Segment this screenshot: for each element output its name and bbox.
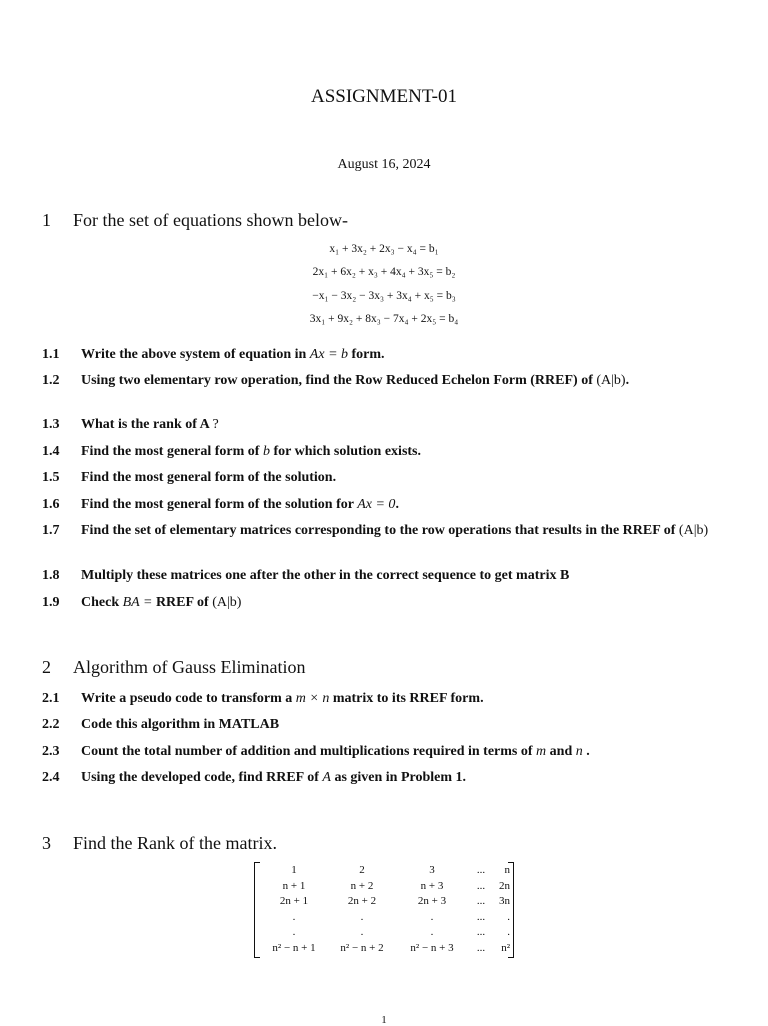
math-expression: A (322, 770, 331, 785)
equation-4: 3x₁ + 9x₂ + 8x₃ − 7x₄ + 2x₅ = b₄ (309, 313, 459, 325)
matrix-cell: ... (476, 879, 486, 892)
subsection-text: Check (81, 595, 123, 610)
subsection-number: 1.5 (42, 470, 60, 485)
math-expression: n (575, 744, 583, 759)
matrix-cell: . (507, 926, 510, 938)
matrix-cell: . (430, 926, 434, 938)
subsection-text: . (582, 744, 590, 759)
subsection-text: Find the most general form of (81, 444, 263, 459)
subsection-text: Find the set of elementary matrices corresponding to the row operations that results in the RREF of (81, 523, 679, 538)
subsection-number: 2.1 (42, 691, 60, 706)
equation-2: 2x₁ + 6x₂ + x₃ + 4x₄ + 3x₅ = b₂ (312, 266, 456, 278)
equation-3: −x₁ − 3x₂ − 3x₃ + 3x₄ + x₅ = b₃ (312, 290, 456, 302)
subsection-text: Find the most general form of the solution. (81, 470, 337, 485)
subsection-number: 1.3 (42, 417, 60, 432)
subsection-text: for which solution exists. (269, 444, 422, 459)
matrix-cell: ... (476, 895, 486, 907)
math-expression: Ax = 0 (357, 497, 396, 512)
math-expression: (A|b) (596, 373, 626, 388)
subsection-1-1 (42, 346, 732, 364)
subsection-number: 1.8 (42, 568, 60, 583)
section-3-heading (42, 833, 277, 854)
subsection-text: form. (348, 347, 385, 362)
matrix-cell: ... (476, 926, 486, 938)
document-title: ASSIGNMENT-01 (310, 86, 458, 107)
subsection-2-4 (42, 769, 732, 787)
matrix-cell: 2 (359, 864, 365, 876)
math-expression: (A|b) (212, 595, 242, 610)
subsection-number: 1.2 (42, 373, 60, 388)
subsection-2-3 (42, 743, 732, 761)
math-expression: m (536, 744, 547, 759)
matrix-cell: n² − n + 3 (410, 941, 454, 954)
section-number: 2 (42, 657, 51, 677)
math-expression: Ax = b (309, 347, 349, 362)
subsection-text: Using the developed code, find RREF of (81, 770, 323, 785)
subsection-1-6 (42, 496, 732, 514)
section-number: 3 (42, 833, 51, 853)
document-date: August 16, 2024 (337, 157, 431, 172)
subsection-number: 2.3 (42, 744, 60, 759)
subsection-1-5 (42, 469, 732, 487)
subsection-1-7 (42, 522, 732, 540)
matrix-cell: 1 (291, 864, 297, 876)
subsection-text: Multiply these matrices one after the other in the correct sequence to get matrix B (81, 568, 570, 583)
matrix-grid (258, 863, 510, 956)
section-number: 1 (42, 210, 51, 230)
subsection-number: 1.4 (42, 444, 60, 459)
matrix-cell: 2n + 2 (347, 895, 377, 907)
subsection-1-8 (42, 567, 732, 585)
matrix-cell: ... (476, 910, 486, 923)
matrix-cell: . (360, 910, 364, 923)
subsection-text: Find the most general form of the solution for (81, 497, 358, 512)
subsection-number: 1.1 (42, 347, 60, 362)
subsection-text: What is the rank of A (81, 417, 213, 432)
section-title: Find the Rank of the matrix. (73, 833, 277, 853)
subsection-text: Write the above system of equation in (81, 347, 310, 362)
subsection-text: . (625, 373, 630, 388)
equation-1: x₁ + 3x₂ + 2x₃ − x₄ = b₁ (329, 243, 439, 255)
subsection-text: matrix to its RREF form. (329, 691, 484, 706)
matrix-cell: n + 3 (420, 879, 444, 892)
subsection-number: 2.2 (42, 717, 60, 732)
math-expression: ? (212, 417, 219, 432)
matrix-cell: 2n (499, 879, 510, 892)
matrix-cell: ... (476, 864, 486, 876)
subsection-number: 1.7 (42, 523, 60, 538)
rank-matrix (254, 862, 514, 958)
subsection-text: Count the total number of addition and multiplications required in terms of (81, 744, 537, 759)
section-1-heading (42, 210, 348, 231)
section-title: Algorithm of Gauss Elimination (73, 657, 306, 677)
matrix-cell: n² − n + 1 (272, 941, 316, 954)
subsection-text: as given in Problem 1. (330, 770, 467, 785)
matrix-cell: n + 1 (282, 879, 306, 892)
matrix-cell: . (292, 910, 296, 923)
matrix-cell: n (504, 864, 510, 876)
matrix-cell: ... (476, 941, 486, 954)
subsection-number: 2.4 (42, 770, 60, 785)
matrix-cell: . (507, 910, 510, 923)
matrix-cell: 3n (499, 895, 510, 907)
subsection-text: Code this algorithm in MATLAB (81, 717, 280, 732)
subsection-1-2 (42, 372, 732, 390)
matrix-cell: n² − n + 2 (340, 941, 384, 954)
math-expression: BA = (122, 595, 153, 610)
matrix-cell: . (292, 926, 296, 938)
subsection-number: 1.9 (42, 595, 60, 610)
matrix-cell: 2n + 3 (417, 895, 447, 907)
subsection-text: Write a pseudo code to transform a (81, 691, 296, 706)
subsection-text: . (395, 497, 399, 512)
matrix-cell: 2n + 1 (279, 895, 309, 907)
subsection-text: Using two elementary row operation, find the Row Reduced Echelon Form (RREF) of (81, 373, 597, 388)
subsection-1-3 (42, 416, 732, 434)
math-expression: b (262, 444, 270, 459)
matrix-cell: n² (501, 941, 510, 954)
subsection-number: 1.6 (42, 497, 60, 512)
matrix-cell: n + 2 (350, 879, 374, 892)
section-2-heading (42, 657, 305, 678)
math-expression: (A|b) (678, 523, 709, 538)
matrix-cell: . (360, 926, 364, 938)
matrix-cell: . (430, 910, 434, 923)
subsection-text: RREF of (152, 595, 213, 610)
subsection-1-4 (42, 443, 732, 461)
subsection-text: and (546, 744, 576, 759)
matrix-cell: 3 (429, 864, 435, 876)
math-expression: m × n (295, 691, 330, 706)
page-number: 1 (381, 1014, 387, 1026)
subsection-1-9 (42, 594, 732, 612)
subsection-2-2 (42, 716, 732, 734)
subsection-2-1 (42, 690, 732, 708)
section-title: For the set of equations shown below- (73, 210, 348, 230)
